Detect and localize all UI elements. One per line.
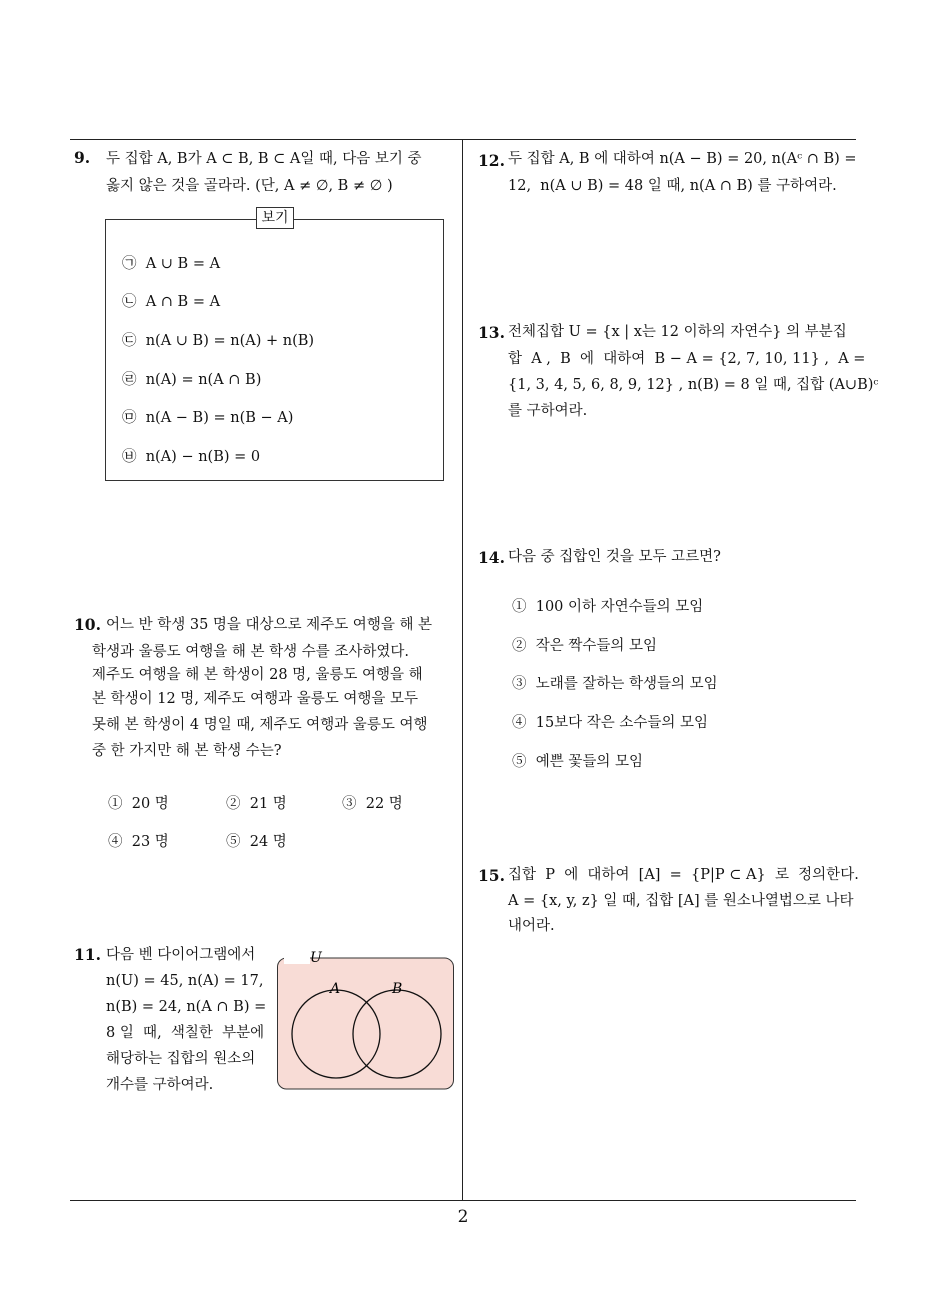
q12-line-1: 두 집합 A, B 에 대하여 n(A − B) = 20, n(Aᶜ ∩ B) = [508,151,857,167]
q9-bogi-title: 보기 [256,207,294,229]
q11-venn-diagram [276,948,456,1093]
q13-line: {1, 3, 4, 5, 6, 8, 9, 12} , n(B) = 8 일 때, 집합 (A∪B)ᶜ [508,377,879,393]
q10-line: 제주도 여행을 해 본 학생이 28 명, 울릉도 여행을 해 [92,667,423,683]
q10-choice[interactable]: ② 21 명 [226,796,287,812]
q11-number: 11. [74,945,101,964]
q11-line: n(B) = 24, n(A ∩ B) = [106,999,267,1015]
q13-number: 13. [478,323,505,342]
top-rule [70,139,856,140]
venn-b-label: B [392,981,403,997]
q11-line: n(U) = 45, n(A) = 17, [106,973,264,989]
q14-choice[interactable]: ① 100 이하 자연수들의 모임 [512,599,704,615]
q9-bogi-item: ㉥ n(A) − n(B) = 0 [122,449,261,465]
q10-choice[interactable]: ④ 23 명 [108,834,169,850]
q11-line: 개수를 구하여라. [106,1077,214,1093]
q9-bogi-item: ㉢ n(A ∪ B) = n(A) + n(B) [122,333,315,349]
q10-line: 본 학생이 12 명, 제주도 여행과 울릉도 여행을 모두 [92,691,419,707]
q13-line: 합 A , B 에 대하여 B − A = {2, 7, 10, 11} , A = [508,351,866,367]
q14-choice[interactable]: ④ 15보다 작은 소수들의 모임 [512,715,709,731]
q14-choice[interactable]: ⑤ 예쁜 꽃들의 모임 [512,754,643,770]
venn-a-label: A [330,981,341,997]
q12-number: 12. [478,151,505,170]
q9-bogi-item: ㉣ n(A) = n(A ∩ B) [122,372,262,388]
q15-number: 15. [478,866,505,885]
q11-line: 해당하는 집합의 원소의 [106,1051,256,1067]
venn-universe-label: U [310,950,322,966]
column-divider [462,139,463,1201]
q10-line: 못해 본 학생이 4 명일 때, 제주도 여행과 울릉도 여행 [92,717,428,733]
q14-number: 14. [478,548,505,567]
q15-line: A = {x, y, z} 일 때, 집합 [A] 를 원소나열법으로 나타 [508,893,854,909]
venn-universe-rect [278,958,454,1089]
q12-line-2: 12, n(A ∪ B) = 48 일 때, n(A ∩ B) 를 구하여라. [508,178,837,194]
q15-line: 집합 P 에 대하여 [A] = {P|P ⊂ A} 로 정의한다. [508,867,859,883]
q14-line-1: 다음 중 집합인 것을 모두 고르면? [508,549,721,565]
q10-line: 어느 반 학생 35 명을 대상으로 제주도 여행을 해 본 [106,617,433,633]
q9-line-1: 두 집합 A, B가 A ⊂ B, B ⊂ A일 때, 다음 보기 중 [106,151,422,167]
q10-choice[interactable]: ③ 22 명 [342,796,403,812]
bottom-rule [70,1200,856,1201]
q13-line: 전체집합 U = {x | x는 12 이하의 자연수} 의 부분집 [508,324,847,340]
q9-bogi-item: ㉤ n(A − B) = n(B − A) [122,410,294,426]
q14-choice[interactable]: ② 작은 짝수들의 모임 [512,638,657,654]
q9-bogi-item: ㉠ A ∪ B = A [122,256,221,272]
q13-line: 를 구하여라. [508,403,588,419]
q10-choice[interactable]: ⑤ 24 명 [226,834,287,850]
q10-line: 중 한 가지만 해 본 학생 수는? [92,743,282,759]
q14-choice[interactable]: ③ 노래를 잘하는 학생들의 모임 [512,676,718,692]
q9-bogi-item: ㉡ A ∩ B = A [122,294,221,310]
q11-line: 다음 벤 다이어그램에서 [106,947,256,963]
q10-line: 학생과 울릉도 여행을 해 본 학생 수를 조사하였다. [92,644,410,660]
q9-line-2: 옳지 않은 것을 골라라. (단, A ≠ ∅, B ≠ ∅ ) [106,178,393,194]
q15-line: 내어라. [508,918,555,934]
venn-label-bg [284,950,310,964]
q10-number: 10. [74,615,101,634]
q10-choice[interactable]: ① 20 명 [108,796,169,812]
page-number: 2 [457,1207,469,1227]
q9-number: 9. [74,148,91,167]
q11-line: 8 일 때, 색칠한 부분에 [106,1025,265,1041]
